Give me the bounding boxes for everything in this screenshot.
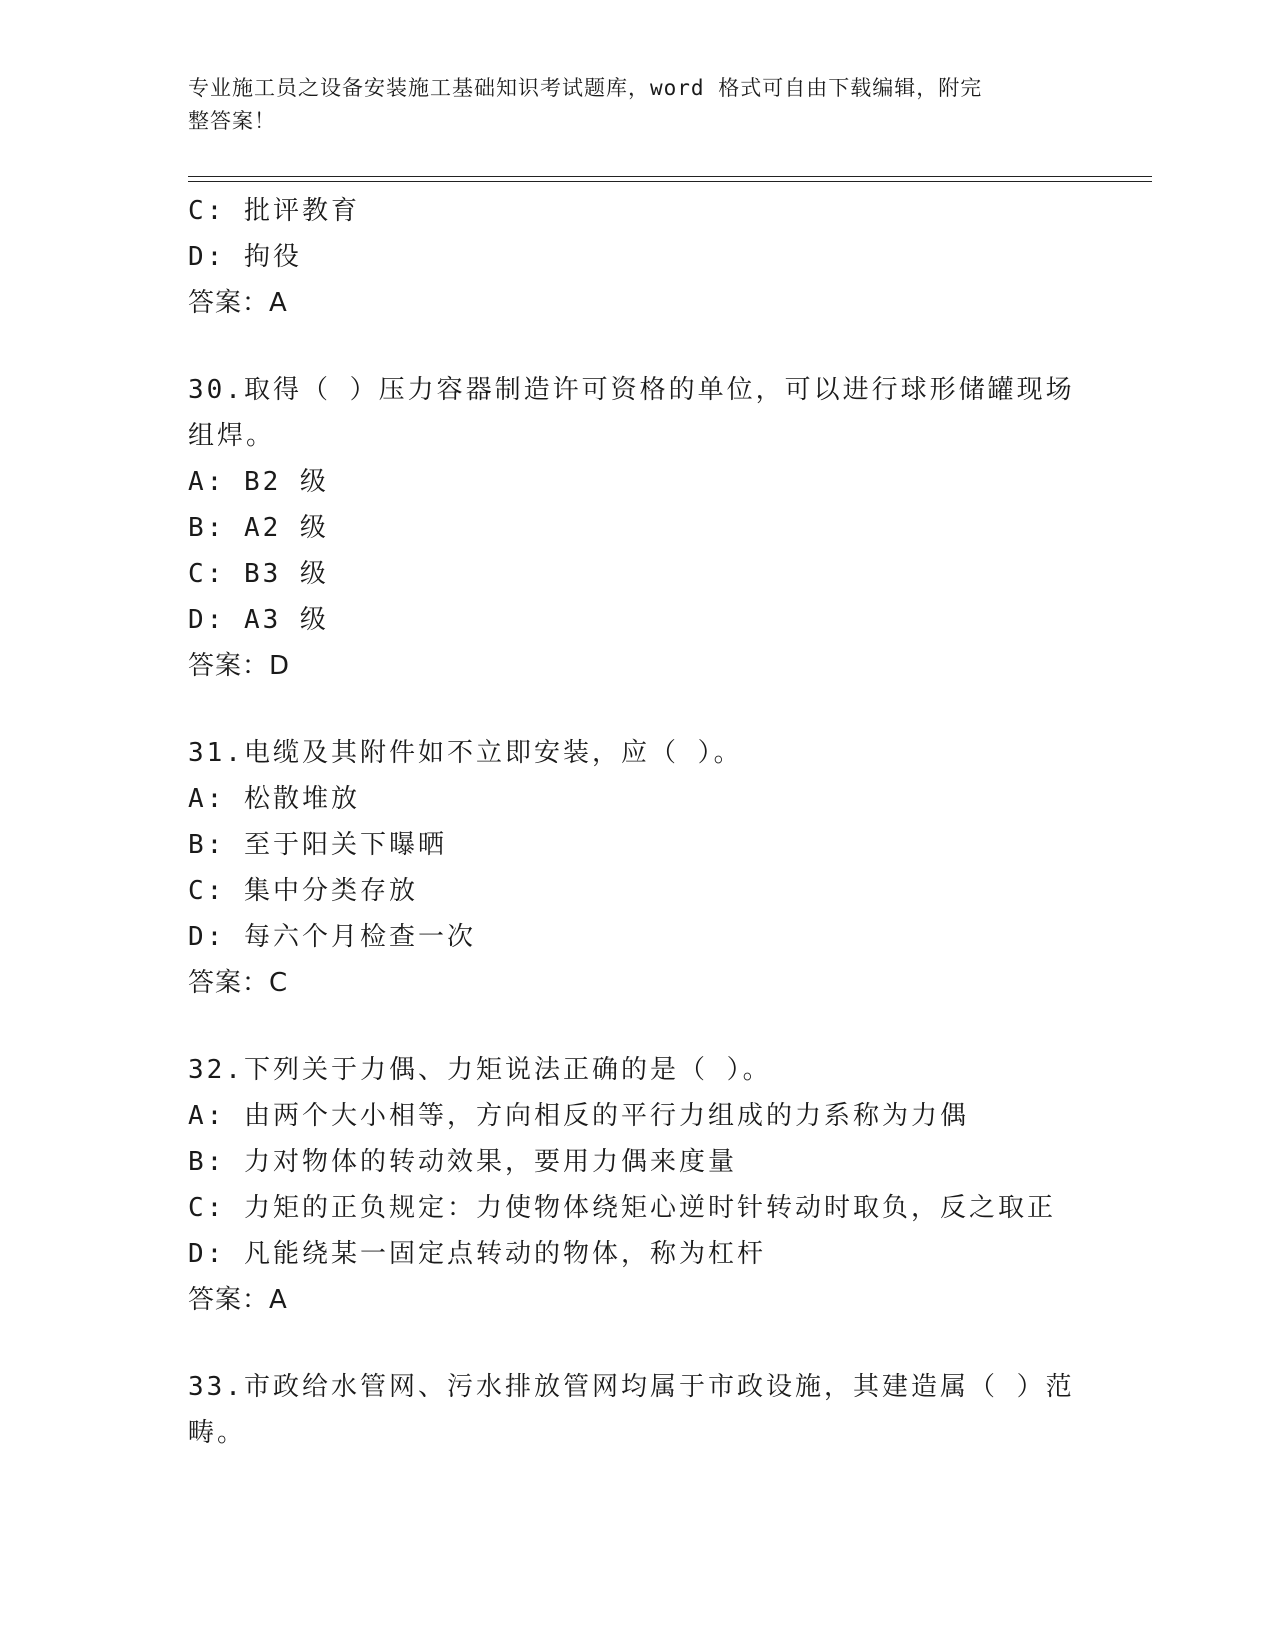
option-c: C: 集中分类存放 [188,876,418,906]
answer: 答案：C [188,968,289,998]
question-text: 31.电缆及其附件如不立即安装，应（ ）。 [188,738,743,768]
header-rule-bottom [188,181,1152,182]
question-31 [188,730,1088,1006]
question-text: 30.取得（ ）压力容器制造许可资格的单位，可以进行球形储罐现场 [188,375,1075,405]
option-a: A: B2 级 [188,467,329,497]
question-text-cont: 组焊。 [188,421,276,451]
question-30 [188,367,1088,689]
option-b: B: A2 级 [188,513,329,543]
option-c: C: 力矩的正负规定：力使物体绕矩心逆时针转动时取负，反之取正 [188,1193,1056,1223]
option-c: C: B3 级 [188,559,329,589]
option-b: B: 力对物体的转动效果，要用力偶来度量 [188,1147,737,1177]
option-d: D: 拘役 [188,242,302,272]
option-b: B: 至于阳关下曝晒 [188,830,447,860]
document-header [188,72,1088,138]
question-text-cont: 畴。 [188,1418,247,1448]
header-line-2: 整答案！ [188,109,276,133]
answer: 答案：D [188,651,291,681]
option-a: A: 松散堆放 [188,784,360,814]
question-32 [188,1047,1088,1323]
option-c: C: 批评教育 [188,196,360,226]
document-body [188,188,1088,1456]
question-text: 32.下列关于力偶、力矩说法正确的是（ ）。 [188,1055,772,1085]
option-d: D: 每六个月检查一次 [188,922,476,952]
question-33 [188,1364,1088,1456]
option-d: D: A3 级 [188,605,329,635]
header-rule-top [188,176,1152,177]
question-text: 33.市政给水管网、污水排放管网均属于市政设施，其建造属（ ）范 [188,1372,1075,1402]
leading-question-tail [188,188,1088,326]
answer: 答案：A [188,288,288,318]
option-a: A: 由两个大小相等，方向相反的平行力组成的力系称为力偶 [188,1101,969,1131]
header-line-1: 专业施工员之设备安装施工基础知识考试题库，word 格式可自由下载编辑，附完 [188,76,983,100]
answer: 答案：A [188,1285,288,1315]
option-d: D: 凡能绕某一固定点转动的物体，称为杠杆 [188,1239,766,1269]
